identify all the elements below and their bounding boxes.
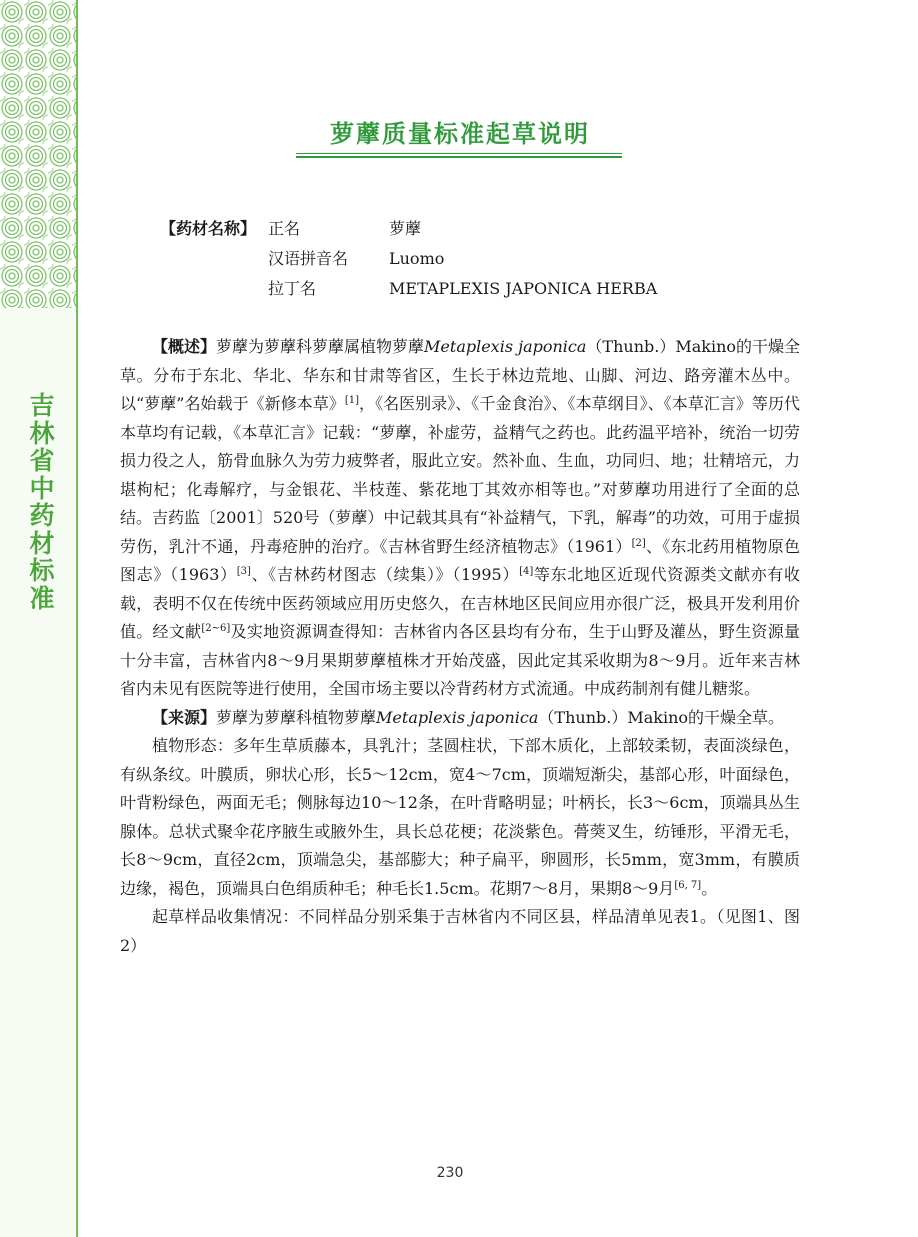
citation: [4] <box>519 566 534 577</box>
text-run: 等东北地区近现代资源类文献亦有收载，表明不仅在传统中医药领域应用历史悠久，在吉林地区民间应用亦很广泛，极具开发利用价值。经文献 <box>120 565 800 641</box>
sidebar <box>0 0 78 1237</box>
text-run: 。 <box>701 878 718 898</box>
name-label: 汉语拼音名 <box>268 249 349 268</box>
text-run: （Thunb.）Makino的干燥全草。分布于东北、华北、华东和甘肃等省区，生长于林边荒地、山脚、河边、路旁灌木丛中。以“萝藦”名始载于《新修本草》 <box>120 337 801 413</box>
vertical-char: 材 <box>29 528 55 558</box>
name-value: METAPLEXIS JAPONICA HERBA <box>389 279 658 298</box>
vertical-char: 准 <box>29 583 55 613</box>
vertical-char: 吉 <box>29 391 55 420</box>
latin-name: Metaplexis japonica <box>424 337 587 356</box>
citation: [2] <box>631 537 646 549</box>
text-run: 萝藦为萝藦科植物萝藦 <box>216 707 377 727</box>
morphology-paragraph <box>120 732 800 903</box>
citation: [2~6] <box>201 623 231 634</box>
name-value: 萝藦 <box>389 219 422 238</box>
name-value: Luomo <box>389 249 445 268</box>
text-run: 、《东北药用植物原色图志》（1963） <box>120 536 800 584</box>
citation: [3] <box>236 566 251 577</box>
latin-name: Metaplexis japonica <box>376 707 539 727</box>
vertical-char: 中 <box>29 473 55 503</box>
page-title: 萝藦质量标准起草说明 <box>330 119 590 148</box>
text-run: ，《名医别录》、《千金食治》、《本草纲目》、《本草汇言》等历代本草均有记载，《本草汇言》记载：“萝藦，补虚劳，益精气之药也。此药温平培补，统治一切劳损力役之人，筋骨血脉久为劳力疲弊者，服此立安。然补血、生血，功同归、地；壮精培元，力堪枸杞；化毒解疗，与金银花、半枝莲、紫花地丁其效亦相等也。”对萝藦功用进行了全面的总结。吉药监〔2001〕520号（萝藦）中记载其具有“补益精气，下乳，解毒”的功效，可用于虚损劳伤，乳汁不通，丹毒疮肿的治疗。《吉林省野生经济植物志》（1961） <box>120 394 800 556</box>
text-run: 起草样品收集情况：不同样品分别采集于吉林省内不同区县，样品清单见表1。（见图1、图2） <box>120 907 800 955</box>
text-run: 萝藦为萝藦科萝藦属植物萝藦 <box>216 337 425 356</box>
source-header: 【来源】 <box>152 707 217 727</box>
citation: [1] <box>344 395 360 406</box>
text-run: 、《吉林药材图志（续集）》（1995） <box>250 565 520 584</box>
swirl-pattern-icon <box>0 0 76 308</box>
name-label: 拉丁名 <box>268 279 317 298</box>
citation: [6, 7] <box>674 879 702 891</box>
text-run: （Thunb.）Makino的干燥全草。 <box>538 707 785 727</box>
vertical-char: 标 <box>29 556 55 585</box>
vertical-char: 林 <box>29 418 55 448</box>
page-number: 230 <box>436 1165 464 1181</box>
title-underline <box>296 153 622 159</box>
source-paragraph <box>120 704 800 733</box>
collection-paragraph <box>120 903 800 960</box>
body-text <box>120 333 800 960</box>
name-label: 正名 <box>268 219 301 238</box>
text-run: 植物形态：多年生草质藤本，具乳汁；茎圆柱状，下部木质化，上部较柔韧，表面淡绿色，有纵条纹。叶膜质，卵状心形，长5～12cm，宽4～7cm，顶端短渐尖，基部心形，叶面绿色，叶背粉绿色，两面无毛；侧脉每边10～12条，在叶背略明显；叶柄长，长3～6cm，顶端具丛生腺体。总状式聚伞花序腋生或腋外生，具长总花梗；花淡紫色。蓇葖叉生，纺锤形，平滑无毛，长8～9cm，直径2cm，顶端急尖，基部膨大；种子扁平，卵圆形，长5mm，宽3mm，有膜质边缘，褐色，顶端具白色绢质种毛；种毛长1.5cm。花期7～8月，果期8～9月 <box>120 736 800 898</box>
text-run: 及实地资源调查得知：吉林省内各区县均有分布，生于山野及灌丛，野生资源量十分丰富，吉林省内8～9月果期萝藦植株才开始茂盛，因此定其采收期为8～9月。近年来吉林省内未见有医院等进行使用，全国市场主要以冷背药材方式流通。中成药制剂有健儿糖浆。 <box>120 622 800 698</box>
names-header: 【药材名称】 <box>160 219 257 238</box>
vertical-char: 药 <box>29 501 55 530</box>
vertical-book-title <box>22 392 62 612</box>
overview-header: 【概述】 <box>152 337 217 356</box>
overview-paragraph <box>120 333 800 704</box>
vertical-char: 省 <box>29 446 55 475</box>
